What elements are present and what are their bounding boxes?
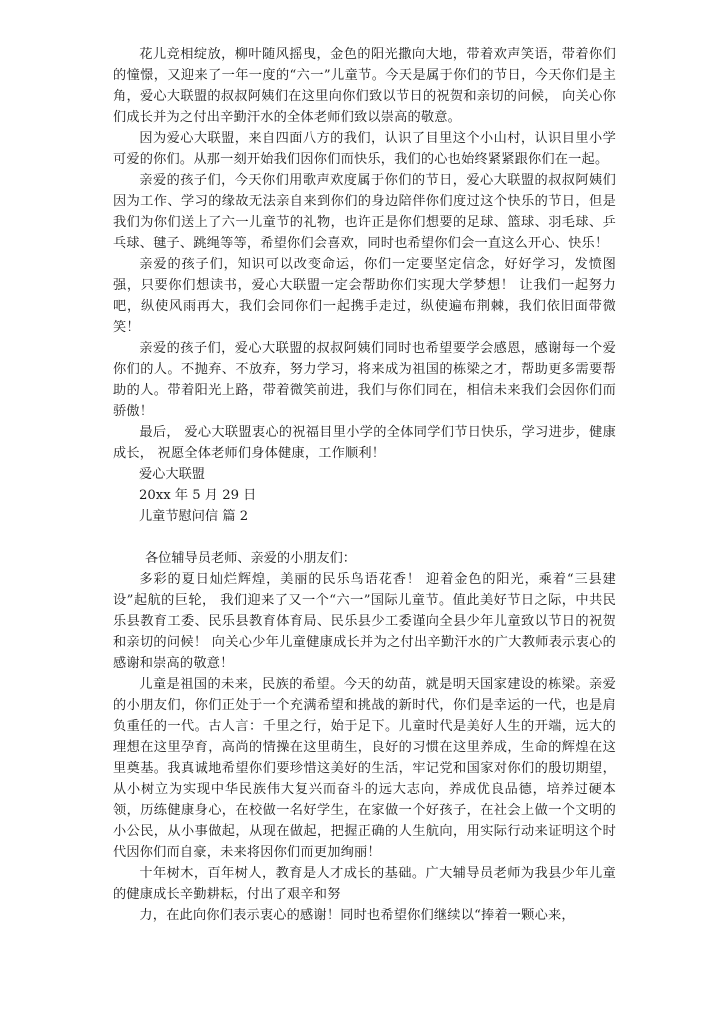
paragraph: 亲爱的孩子们，今天你们用歌声欢度属于你们的节日，爱心大联盟的叔叔阿姨们因为工作、学习的缘故无法亲自来到你们的身边陪伴你们度过这个快乐的节日，但是我们为你们送上了六一儿童节的礼物，也许正是你们想要的足球、篮球、羽毛球、乒乓球、毽子、跳绳等等，希望你们会喜欢，同时也希望你们会一直这么开心、快乐！ bbox=[113, 173, 616, 251]
paragraph: 花儿竞相绽放，柳叶随风摇曳，金色的阳光撒向大地，带着欢声笑语，带着你们的憧憬，又迎来了一年一度的“六一”儿童节。今天是属于你们的节日，今天你们是主角，爱心大联盟的叔叔阿姨们在这里向你们致以节日的祝贺和亲切的问候， 向关心你们成长并为之付出辛勤汗水的全体老师们致以崇高的敬意。 bbox=[113, 47, 616, 125]
paragraph: 儿童是祖国的未来，民族的希望。今天的幼苗，就是明天国家建设的栋梁。亲爱的小朋友们，你们正处于一个充满希望和挑战的新时代，你们是幸运的一代，也是肩负重任的一代。古人言：千里之行，始于足下。儿童时代是美好人生的开端，远大的理想在这里孕育，高尚的情操在这里萌生，良好的习惯在这里养成，生命的辉煌在这里奠基。我真诚地希望你们要珍惜这美好的生活，牢记党和国家对你们的殷切期望，从小树立为实现中华民族伟大复兴而奋斗的远大志向，养成优良品德，培养过硬本领，历练健康身心，在校做一名好学生，在家做一个好孩子，在社会上做一个文明的小公民，从小事做起，从现在做起，把握正确的人生航向，用实际行动来证明这个时代因你们而自豪，未来将因你们而更加绚丽！ bbox=[113, 677, 616, 860]
paragraph: 多彩的夏日灿烂辉煌，美丽的民乐鸟语花香！ 迎着金色的阳光，乘着“三县建设”起航的巨轮， 我们迎来了又一个“六一”国际儿童节。值此美好节日之际，中共民乐县教育工委、民乐县教育体育局、民乐县少工委谨向全县少年儿童致以节日的祝贺和亲切的问候！ 向关心少年儿童健康成长并为之付出辛勤汗水的广大教师表示衷心的感谢和崇高的敬意！ bbox=[113, 572, 616, 671]
section-title: 儿童节慰问信 篇 2 bbox=[139, 509, 249, 524]
document-page bbox=[113, 44, 616, 1004]
spacer bbox=[113, 527, 616, 548]
paragraph: 亲爱的孩子们，爱心大联盟的叔叔阿姨们同时也希望要学会感恩，感谢每一个爱你们的人。不抛弃、不放弃，努力学习，将来成为祖国的栋梁之才，帮助更多需要帮助的人。带着阳光上路，带着微笑前进，我们与你们同在，相信未来我们会因你们而骄傲！ bbox=[113, 341, 616, 419]
paragraph: 十年树木，百年树人，教育是人才成长的基础。广大辅导员老师为我县少年儿童的健康成长辛勤耕耘，付出了艰辛和努 bbox=[113, 866, 616, 902]
paragraph: 力，在此向你们表示衷心的感谢！同时也希望你们继续以“捧着一颗心来， bbox=[139, 908, 575, 923]
paragraph: 因为爱心大联盟，来自四面八方的我们，认识了目里这个小山村，认识目里小学可爱的你们。从那一刻开始我们因你们而快乐，我们的心也始终紧紧跟你们在一起。 bbox=[113, 131, 616, 167]
paragraph: 亲爱的孩子们，知识可以改变命运，你们一定要坚定信念，好好学习，发愤图强，只要你们想读书，爱心大联盟一定会帮助你们实现大学梦想！ 让我们一起努力吧，纵使风雨再大，我们会同你们一起携手走过，纵使遍布荆棘，我们依旧面带微笑！ bbox=[113, 257, 616, 335]
paragraph: 最后， 爱心大联盟衷心的祝福目里小学的全体同学们节日快乐，学习进步，健康成长， 祝愿全体老师们身体健康，工作顺利！ bbox=[113, 425, 616, 461]
signature: 爱心大联盟 bbox=[139, 467, 205, 482]
date: 20xx 年 5 月 29 日 bbox=[139, 488, 257, 503]
salutation: 各位辅导员老师、亲爱的小朋友们： bbox=[145, 551, 356, 566]
